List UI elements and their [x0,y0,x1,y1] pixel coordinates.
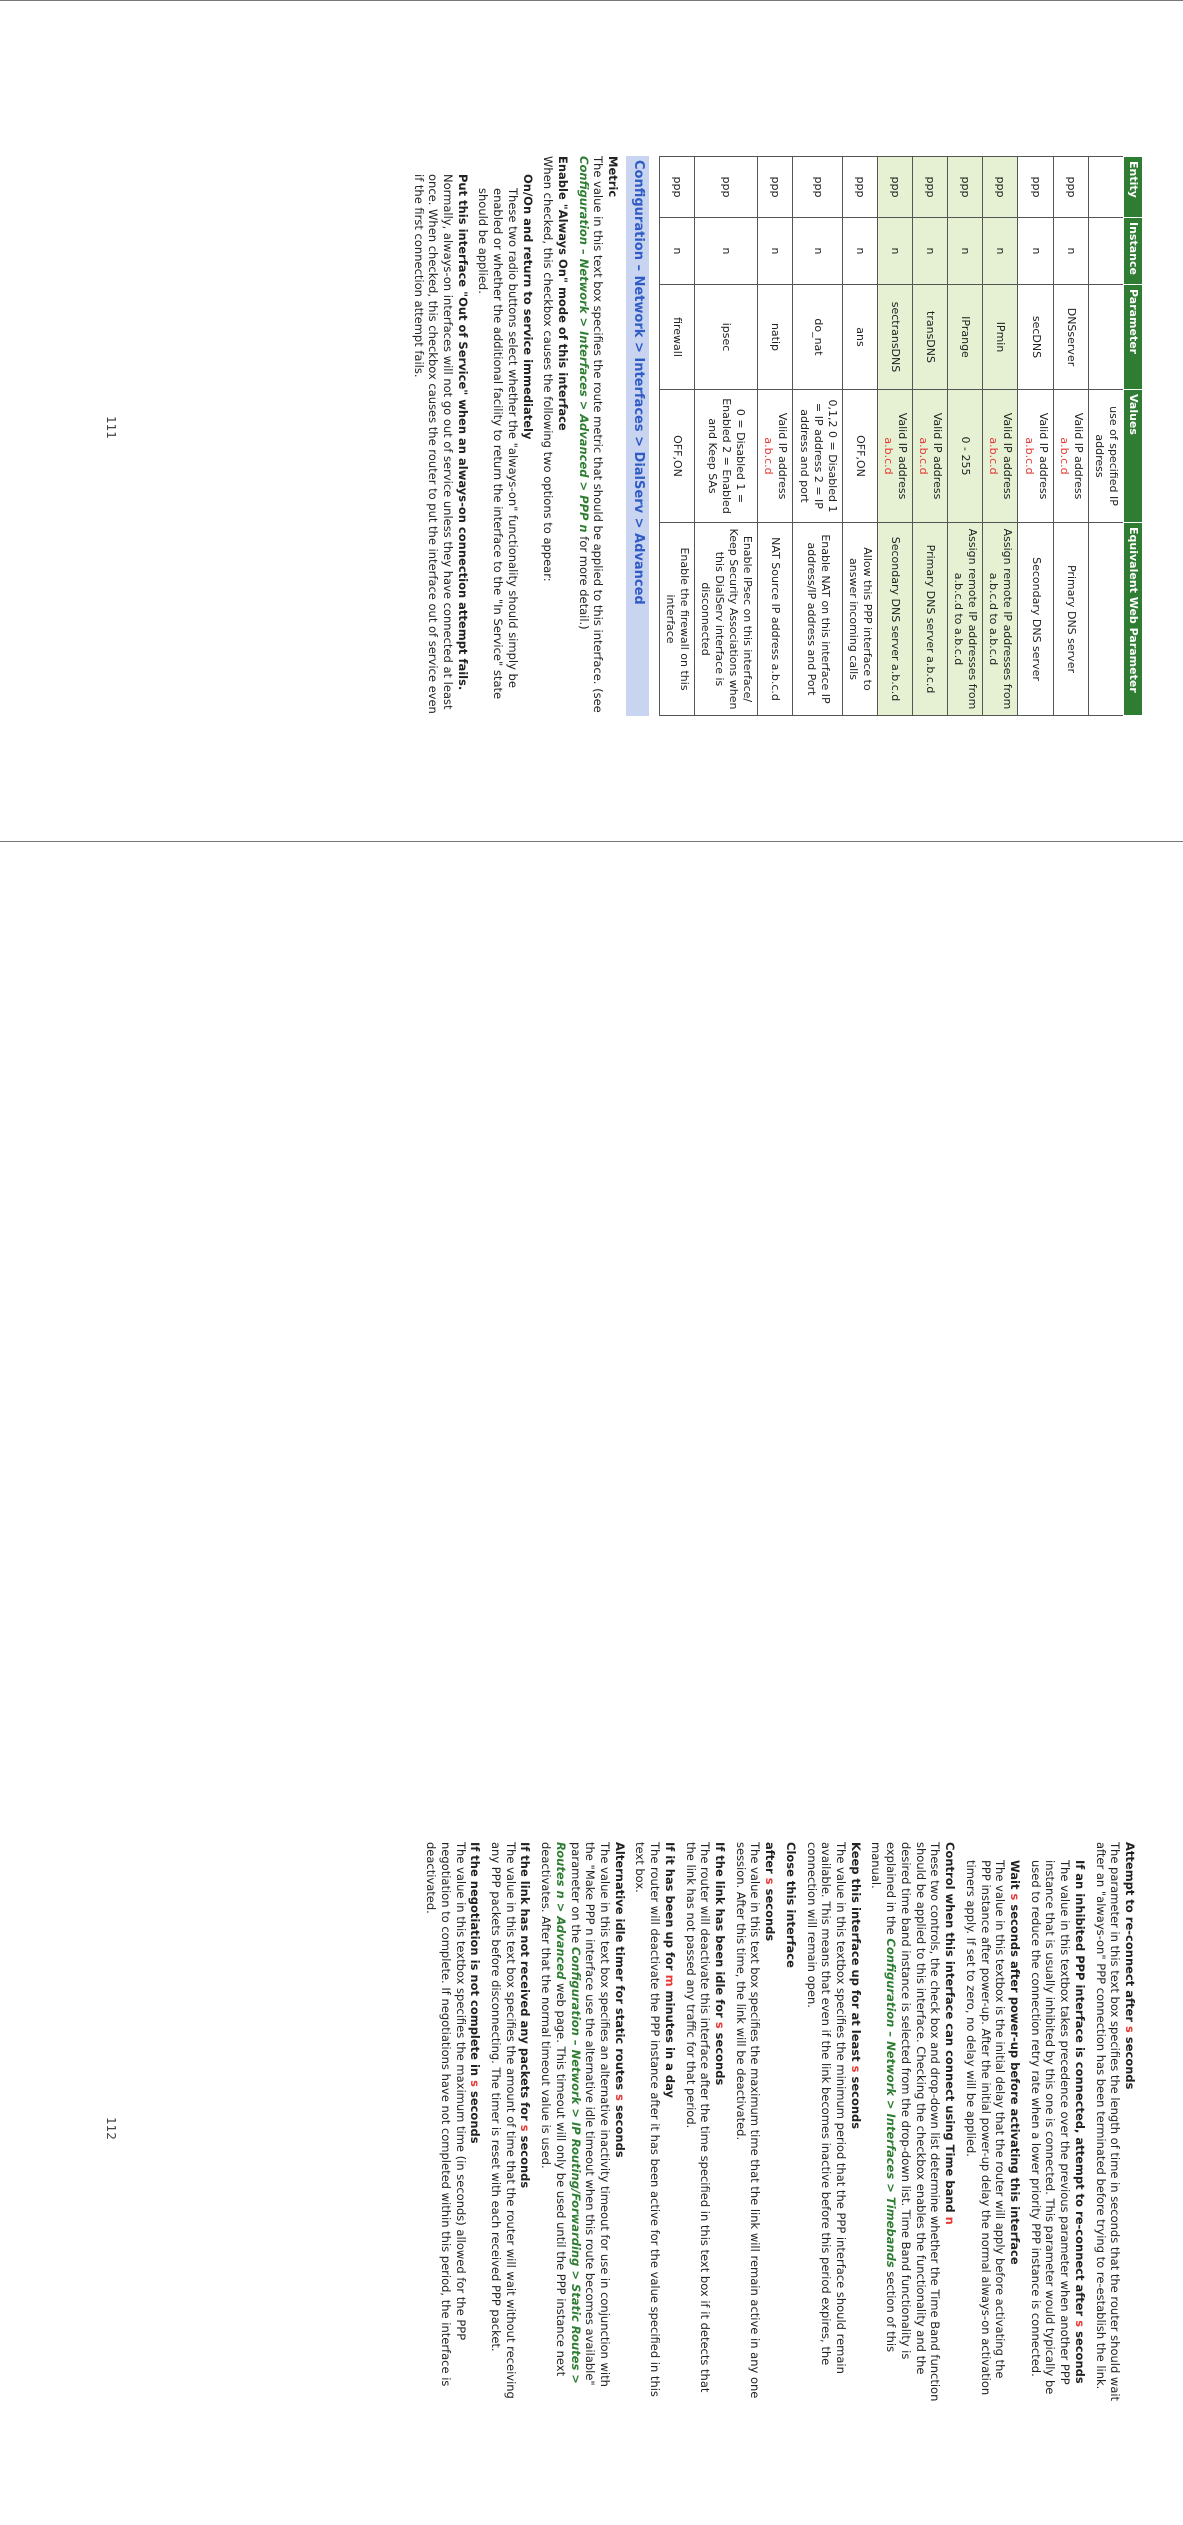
page-number-111: 111 [104,416,118,439]
cell-entity: ppp [877,157,912,218]
header-web-parameter: Equivalent Web Parameter [1123,523,1142,716]
upday-heading: If it has been up for m minutes in a day [662,1842,677,2099]
notrecv-heading: If the link has not received any packets for s seconds [518,1842,533,2189]
inhibited-heading: If an inhibited PPP interface is connected, attempt to re-connect after s seconds [1072,1860,1087,2384]
metric-text-1: The value in this text box specifies the route metric that should be applied to this interface. (see [591,156,606,713]
cell-instance: n [694,218,757,285]
cell-web-parameter: Enable NAT on this interface IP address/IP address and Port [793,523,842,716]
metric-text [576,156,605,716]
section-title: Configuration – Network > Interfaces > DialServ > Advanced [626,156,649,716]
cell-entity: ppp [1053,157,1088,218]
cell-values: 0 = Disabled 1 = Enabled 2 = Enabled and Keep SAs [694,390,757,523]
page-number-112: 112 [104,2117,118,2140]
table-body [659,157,1123,716]
table-row [694,157,757,716]
upday-text: The router will deactivate the PPP instance after it has been active for the value specified in this text box. [633,1842,663,2397]
table-row [758,157,793,716]
cell-instance: n [877,218,912,285]
metric-text-2: for more detail.) [576,536,591,630]
cell-parameter [1088,285,1123,390]
nego-heading: If the negotiation is not complete in s seconds [468,1842,483,2144]
attempt-heading: Attempt to re-connect after s seconds [1123,1842,1137,2090]
page-112-sheet [0,841,1183,2402]
cell-entity: ppp [1018,157,1053,218]
alt-text [538,1842,612,2402]
cell-web-parameter: Secondary DNS server a.b.c.d [877,523,912,716]
cell-instance: n [659,218,694,285]
header-values: Values [1123,390,1142,523]
alt-path: Configuration – Network > IP Routing/Forwarding > Static Routes > Routes n > Advanced [553,1842,583,2384]
oos-text: Normally, always-on interfaces will not go out of service unless they have connected at least once. When checked, this checkbox causes the router to put the interface out of service even if the first connection attempt fails. [411,174,455,714]
inhibited-text: The value in this textbox takes precedence over the previous parameter when another PPP instance that is usually inhibited by this one is connected. This parameter would typically be used to reduce the connection retry rate when a lower priority PPP instance is connected. [1028,1860,1073,2395]
cell-values: Valid IP address a.b.c.d [1053,390,1088,523]
cell-entity: ppp [912,157,947,218]
cell-web-parameter: Enable IPsec on this interface/ Keep Security Associations when this DialServ interface is disconnected [694,523,757,716]
wait-text: The value in this textbox is the initial delay that the router will apply before activating the PPP instance after power-up. After the initial power-up delay the normal always-on activation timers apply. If set to zero, no delay will be applied. [963,1860,1008,2396]
attempt-text: The parameter in this text box specifies the length of time in seconds that the router should wait after an "always-on" PPP connection has been terminated before trying to re-establish the link. [1093,1842,1123,2402]
page-111-content [407,156,1143,716]
nego-text: The value in this textbox specifies the maximum time (in seconds) allowed for the PPP negotiation to complete. If negotiations have not completed within this period, the interface is deactivated. [424,1842,468,2387]
alt-text-1: The value in this text box specifies an alternative inactivity timeout for use in conjunction with the "Make PPP n interface use the alternative idle timeout when this route becomes available" parameter on the [568,1842,612,2387]
wait-heading: Wait s seconds after power-up before activating this interface [1007,1860,1022,2265]
table-row [1088,157,1123,716]
cell-entity: ppp [983,157,1018,218]
red-ip-placeholder: a.b.c.d [987,437,1001,475]
table-row [1018,157,1053,716]
table-row [983,157,1018,716]
cell-parameter: ipsec [694,285,757,390]
table-row [1053,157,1088,716]
cell-instance: n [983,218,1018,285]
red-ip-placeholder: a.b.c.d [762,437,776,475]
cell-entity: ppp [659,157,694,218]
cell-entity: ppp [694,157,757,218]
after-heading: after s seconds [763,1842,778,1942]
table-row [877,157,912,716]
cell-entity [1088,157,1123,218]
page-112-content [419,1842,1143,2402]
always-on-heading: Enable "Always On" mode of this interface [556,156,571,431]
cell-instance: n [912,218,947,285]
alt-heading: Alternative idle timer for static routes s seconds [612,1842,627,2158]
cell-web-parameter: Assign remote IP addresses from a.b.c.d to a.b.c.d [983,523,1018,716]
oos-heading: Put this interface "Out of Service" when an always-on connection attempt fails. [455,174,470,691]
cell-instance: n [948,218,983,285]
metric-heading: Metric [606,156,621,198]
cell-entity: ppp [758,157,793,218]
control-text [869,1842,943,2402]
red-ip-placeholder: a.b.c.d [1022,437,1036,475]
cell-web-parameter: Allow this PPP interface to answer incoming calls [842,523,877,716]
cell-values: Valid IP address a.b.c.d [983,390,1018,523]
parameter-table [659,156,1143,716]
cell-values: use of specified IP address [1088,390,1123,523]
cell-parameter: DNSserver [1053,285,1088,390]
cell-parameter: secDNS [1018,285,1053,390]
notrecv-text: The value in this text box specifies the amount of time that the router will wait without receiving any PPP packets before disconnecting. The timer is reset with each received PPP packet. [488,1842,518,2399]
cell-values: OFF,ON [842,390,877,523]
table-row [912,157,947,716]
control-heading: Control when this interface can connect using Time band n [943,1842,958,2225]
cell-parameter: sectransDNS [877,285,912,390]
header-entity: Entity [1123,157,1142,218]
page-112 [0,842,1183,2525]
close-heading: Close this interface [783,1842,798,1968]
red-ip-placeholder: a.b.c.d [917,437,931,475]
cell-instance: n [842,218,877,285]
cell-parameter: do_nat [793,285,842,390]
cell-parameter: ans [842,285,877,390]
control-path: Configuration – Network > Interfaces > Timebands [884,1938,899,2268]
idle-text: The router will deactivate this interface after the time specified in this text box if it detects that the link has not passed any traffic for that period. [683,1842,713,2393]
cell-instance [1088,218,1123,285]
cell-web-parameter: Secondary DNS server [1018,523,1053,716]
header-instance: Instance [1123,218,1142,285]
idle-heading: If the link has been idle for s seconds [713,1842,728,2086]
cell-values: Valid IP address a.b.c.d [1018,390,1053,523]
cell-entity: ppp [948,157,983,218]
table-row [842,157,877,716]
always-on-text: When checked, this checkbox causes the following two options to appear: [541,156,556,582]
cell-parameter: IPmin [983,285,1018,390]
control-text-2: section of this manual. [869,1842,899,2353]
metric-path: Configuration – Network > Interfaces > Advanced > PPP n [576,156,591,533]
table-row [948,157,983,716]
table-row [659,157,694,716]
keep-text: The value in this textbox specifies the minimum period that the PPP interface should remain available. This means that even if the link becomes inactive before this period expires, the connection will remain open. [804,1842,849,2374]
onon-text: These two radio buttons select whether the "always-on" functionality should simply be enabled or whether the additional facility to return the interface to the "In Service" state should be applied. [476,188,520,700]
table-row [793,157,842,716]
cell-entity: ppp [793,157,842,218]
cell-web-parameter [1088,523,1123,716]
cell-web-parameter: NAT Source IP address a.b.c.d [758,523,793,716]
cell-values: Valid IP address a.b.c.d [758,390,793,523]
cell-web-parameter: Primary DNS server a.b.c.d [912,523,947,716]
cell-parameter: IPrange [948,285,983,390]
alt-text-2: web page. This timeout will only be used until the PPP instance next deactivates. After that the normal timeout value is used. [539,1842,568,2377]
cell-parameter: natip [758,285,793,390]
cell-instance: n [793,218,842,285]
cell-entity: ppp [842,157,877,218]
cell-parameter: transDNS [912,285,947,390]
cell-values: OFF,ON [659,390,694,523]
cell-instance: n [1053,218,1088,285]
cell-values: 0 - 255 [948,390,983,523]
red-ip-placeholder: a.b.c.d [881,437,895,475]
page-111-sheet [0,0,1183,841]
red-ip-placeholder: a.b.c.d [1057,437,1071,475]
cell-values: Valid IP address a.b.c.d [912,390,947,523]
cell-values: Valid IP address a.b.c.d [877,390,912,523]
cell-values: 0,1,2 0 = Disabled 1 = IP address 2 = IP address and port [793,390,842,523]
table-header-row [1123,157,1142,716]
cell-web-parameter: Enable the firewall on this interface [659,523,694,716]
cell-web-parameter: Assign remote IP addresses from a.b.c.d to a.b.c.d [948,523,983,716]
onon-heading: On/On and return to service immediately [520,174,535,440]
header-parameter: Parameter [1123,285,1142,390]
cell-instance: n [758,218,793,285]
cell-instance: n [1018,218,1053,285]
cell-web-parameter: Primary DNS server [1053,523,1088,716]
after-text: The value in this text box specifies the maximum time that the link will remain active in any one session. After this time, the link will be deactivated. [733,1842,763,2399]
control-text-1: These two controls, the check box and drop-down list determine whether the Time Band function should be applied to this interface. Checking the checkbox enables the functionality and the desired time band instance is selected from the drop-down list. Time Band functionality is explained in the [884,1842,943,2402]
cell-parameter: firewall [659,285,694,390]
keep-heading: Keep this interface up for at least s seconds [848,1842,863,2130]
